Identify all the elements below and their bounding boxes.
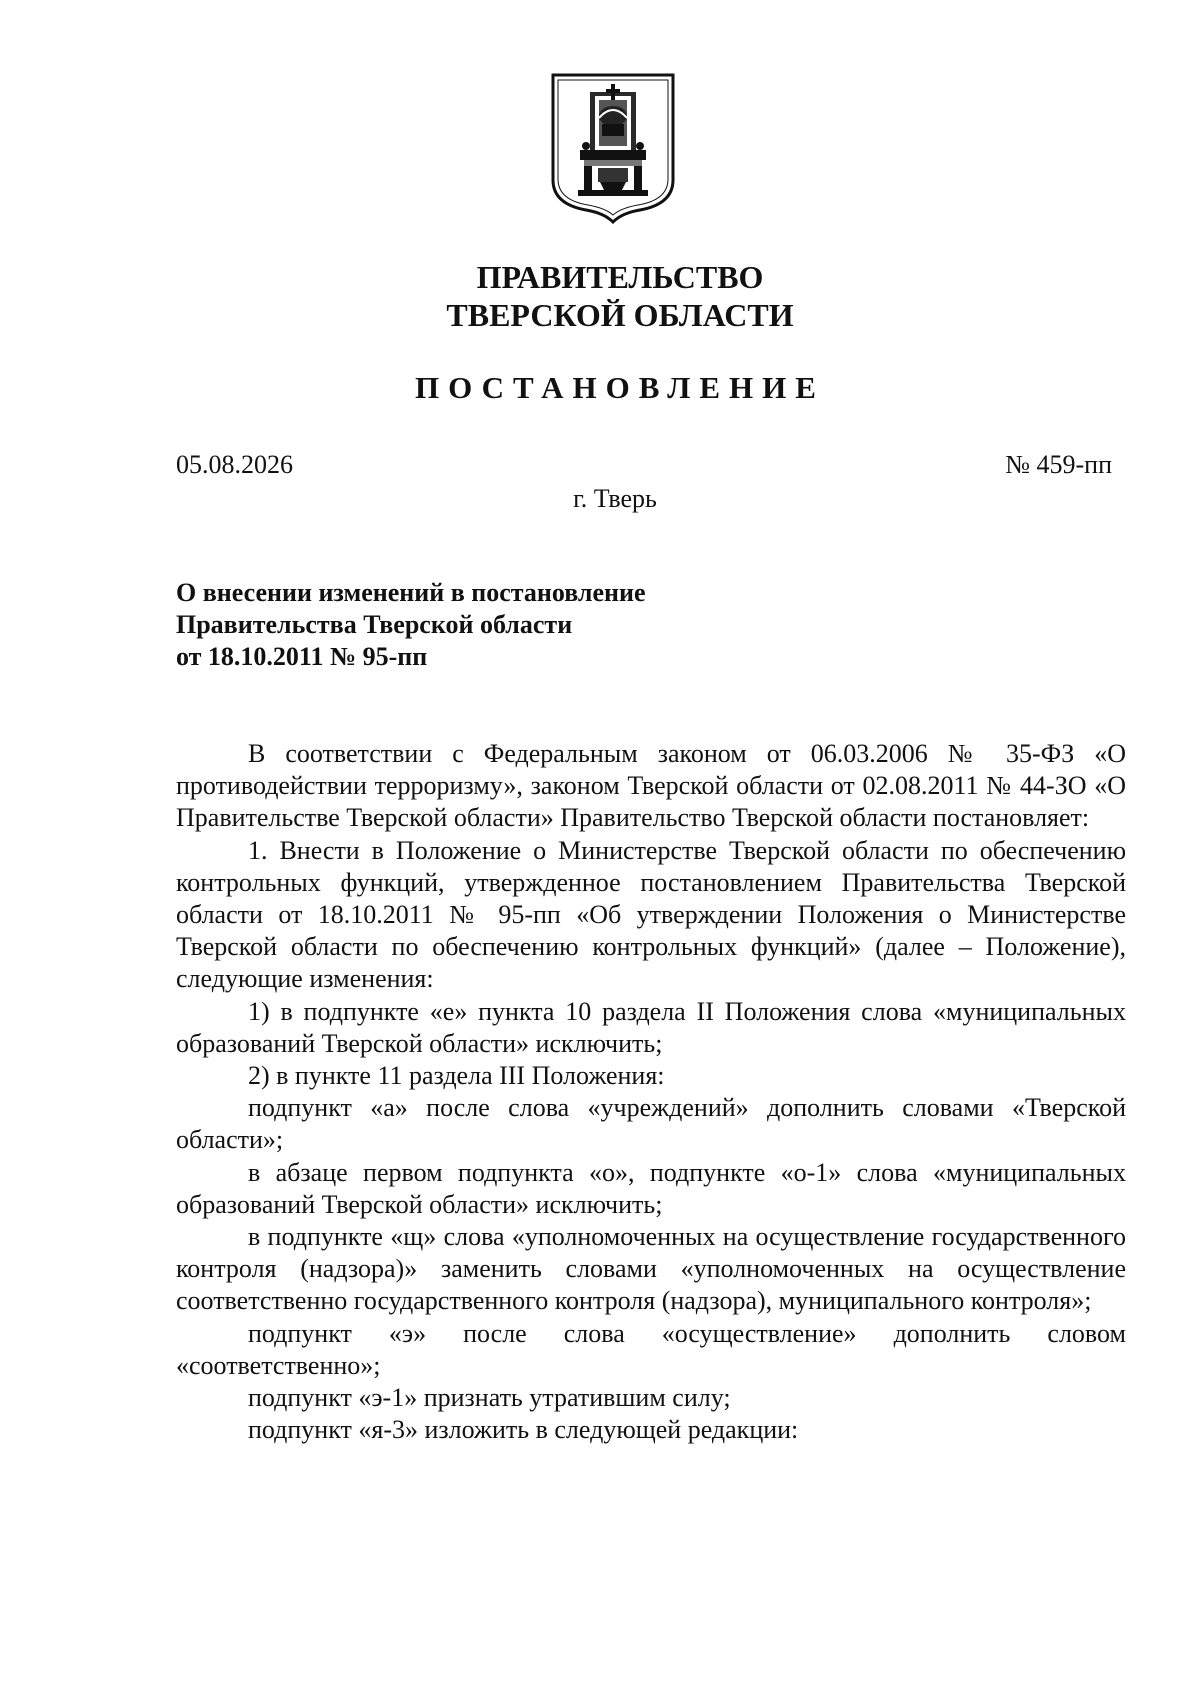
item-paragraph: в подпункте «щ» слова «уполномоченных на осуществление государственного контроля (надзора)» заменить словами «уполномоченных на осуществление соответственно государственного контроля (надзора), муниципального контроля»; [176, 1222, 1126, 1316]
item-paragraph: подпункт «я-3» изложить в следующей редакции: [248, 1415, 799, 1445]
item-paragraph: 2) в пункте 11 раздела III Положения: [248, 1061, 665, 1091]
document-body [176, 738, 1126, 1446]
document-city: г. Тверь [573, 484, 657, 513]
item-paragraph: в абзаце первом подпункта «о», подпункте «о-1» слова «муниципальных образований Тверской области» исключить; [176, 1157, 1126, 1219]
coat-of-arms-icon [550, 72, 676, 224]
item-paragraph: 1) в подпункте «е» пункта 10 раздела II Положения слова «муниципальных образований Тверской области» исключить; [176, 996, 1126, 1058]
document-subject [176, 577, 876, 673]
document-date: 05.08.2026 [176, 450, 293, 479]
item-paragraph: подпункт «э-1» признать утратившим силу; [248, 1383, 731, 1413]
subject-line: от 18.10.2011 № 95-пп [176, 642, 428, 671]
preamble-paragraph: В соответствии с Федеральным законом от 06.03.2006 № 35-ФЗ «О противодействии терроризму», законом Тверской области от 02.08.2011 № 44-ЗО «О Правительстве Тверской области» Правительство Тверской области постановляет: [176, 739, 1126, 833]
government-name-line1: ПРАВИТЕЛЬСТВО [476, 259, 764, 295]
government-name-line2: ТВЕРСКОЙ ОБЛАСТИ [446, 297, 794, 333]
item-paragraph: 1. Внести в Положение о Министерстве Тверской области по обеспечению контрольных функций, утвержденное постановлением Правительства Тверской области от 18.10.2011 № 95-пп «Об утверждении Положения о Министерстве Тверской области по обеспечению контрольных функций» (далее – Положение), следующие изменения: [176, 835, 1126, 994]
document-number: № 459-пп [1005, 450, 1112, 479]
subject-line: Правительства Тверской области [176, 610, 573, 639]
item-paragraph: подпункт «а» после слова «учреждений» дополнить словами «Тверской области»; [176, 1093, 1126, 1155]
subject-line: О внесении изменений в постановление [176, 578, 646, 607]
document-type-title: ПОСТАНОВЛЕНИЕ [415, 370, 825, 405]
item-paragraph: подпункт «э» после слова «осуществление» дополнить словом «соответственно»; [176, 1318, 1126, 1380]
